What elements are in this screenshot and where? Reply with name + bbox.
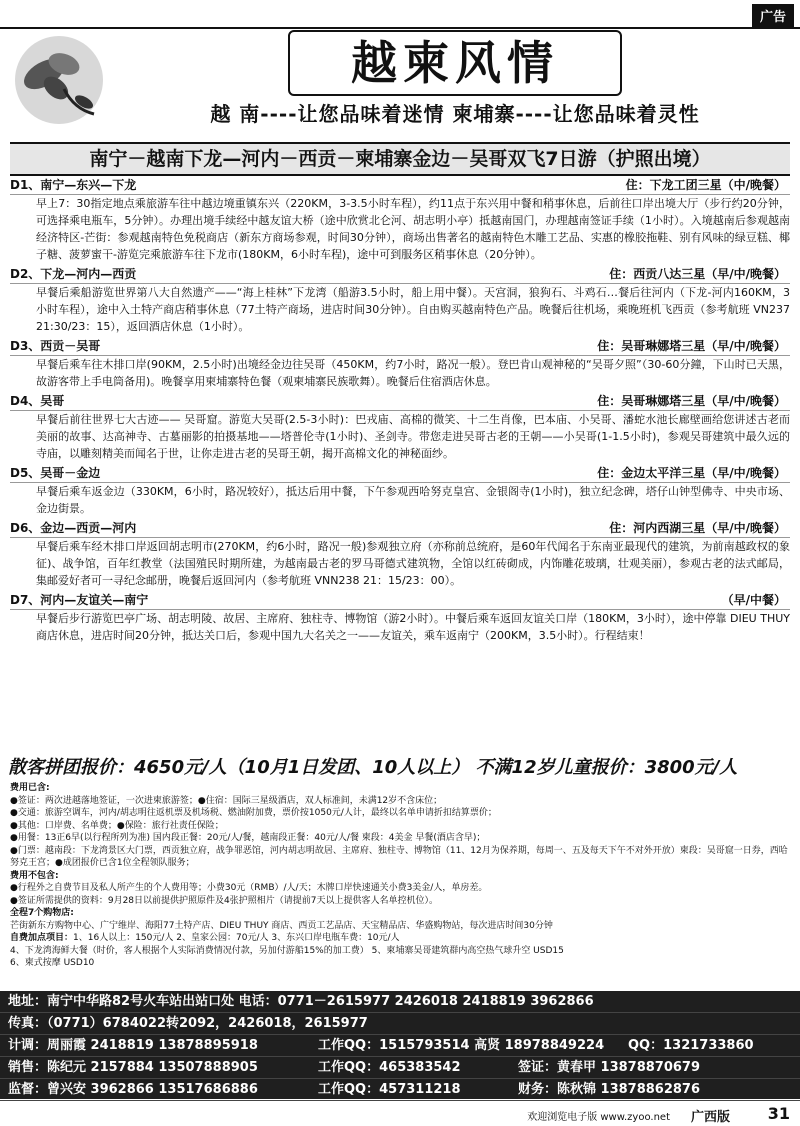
info-line: ●交通：旅游空调车，河内/胡志明往返机票及机场税、燃油附加费，票价按1050元/人计，最终以名单申请折扣结算票价； xyxy=(10,808,497,818)
website-link[interactable]: 欢迎浏览电子版 www.zyoo.net xyxy=(527,1112,670,1123)
info-line: ●用餐：13正6早(以行程所列为准) 国内段正餐：20元/人/餐，越南段正餐：40元/人/餐 柬段：4美金 早餐(酒店含早)； xyxy=(10,833,486,843)
day-hotel: 住：河内西湖三星（早/中/晚餐） xyxy=(609,521,786,535)
price-line: 散客拼团报价：4650元/人（10月1日发团、10人以上） 不满12岁儿童报价：3800元/人 xyxy=(8,757,738,778)
day-description: 早餐后步行游览巴亭广场、胡志明陵、故居、主席府、独柱寺、博物馆（游2小时）。中餐后乘车返回友谊关口岸（180KM，3小时），途中停靠 DIEU THUY 商店休息，进店时间20分钟，抵达关口后，参观中国九大名关之一——友谊关，乘车返南宁（200KM，3.5小时）。行程结束！ xyxy=(36,612,790,642)
day-block xyxy=(10,393,790,462)
day-description: 早餐后前往世界七大古迹—— 吴哥窟。游览大吴哥(2.5-3小时)：巴戎庙、高棉的微笑、十二生肖像，巴本庙、小吴哥、潘蛇水池长廊壁画给您讲述古老而美丽的故事、达高神寺、古墓丽影的拍摄基地——塔普伦寺(1小时)、圣剑寺。带您走进吴哥古老的王朝——小吴哥(1-1.5小时)，参观吴哥建筑中最久远的寺庙，以雕刻精美而闻名于世，让你走进古老的吴哥王朝，揭开高棉文化的神秘面纱。 xyxy=(36,413,790,460)
top-rule xyxy=(0,27,800,29)
contact-panel xyxy=(0,991,800,1099)
day-hotel: 住：金边太平洋三星（早/中/晚餐） xyxy=(597,466,786,480)
day-description: 早上7：30指定地点乘旅游车往中越边境重镇东兴（220KM，3-3.5小时车程），约11点于东兴用中餐和稍事休息，后前往口岸出境大厅（步行约20分钟，可选择乘电瓶车，5分钟）。办理出境手续经中越友谊大桥（途中欣赏北仑河、胡志明小亭）抵越南国门，办理越南签证手续（1小时）。入境越南后参观越南经济特区-芒街：参观越南特色免税商店（新东方商场参观，时间30分钟），商场出售著名的越南特色木雕工艺品、实惠的橡胶拖鞋、别有风味的绿豆糕、椰子糖、菠萝蜜干-游览完乘旅游车往下龙市(180KM，6小时车程)，途中可到服务区稍事休息（20分钟）。 xyxy=(36,197,790,261)
contact-row: 监督：曾兴安 3962866 13517686886 工作QQ：457311218 财务：陈秋锦 13878862876 xyxy=(0,1079,800,1101)
contact-row: 地址：南宁中华路82号火车站出站口处 电话：0771－2615977 2426018 2418819 3962866 xyxy=(0,991,800,1013)
day-title: D1、南宁—东兴—下龙 xyxy=(10,178,137,192)
day-description: 早餐后乘船游览世界第八大自然遗产——“海上桂林”下龙湾（船游3.5小时，船上用中餐）。天宫洞，狼狗石、斗鸡石…餐后往河内（下龙-河内160KM，3小时车程），途中入土特产商店稍事休息（77土特产商场，进店时间30分钟）。自由购买越南特色产品。晚餐后往机场，乘晚班机飞西贡（参考航班 VN237 21:30/23：15），返回酒店休息（1小时）。 xyxy=(36,286,790,333)
contact-row: 销售：陈纪元 2157884 13507888905 工作QQ：465383542 签证：黄春甲 13878870679 xyxy=(0,1057,800,1079)
info-line: ●行程外之自费节目及私人所产生的个人费用等；小费30元（RMB）/人/天；木牌口岸快速通关小费3美金/人，单房差。 xyxy=(10,883,488,893)
day-title: D6、金边—西贡—河内 xyxy=(10,521,137,535)
info-line: 费用不包含: xyxy=(10,870,59,881)
day-title: D2、下龙—河内—西贡 xyxy=(10,267,137,281)
info-line: ●签证所需提供的资料：9月28日以前提供护照原件及4张护照相片（请提前7天以上提供客人名单控机位）。 xyxy=(10,895,438,906)
info-line: 自费加点项目：1、16人以上：150元/人 2、皇家公园：70元/人 3、东兴口岸电瓶车费：10元/人 xyxy=(10,933,400,943)
day-hotel: 住：下龙工团三星（中/晚餐） xyxy=(625,178,786,192)
info-line: 全程7个购物店: xyxy=(10,908,74,918)
info-line: 芒街新东方购物中心、广宁维岸、海阳77土特产店、DIEU THUY 商店、西贡工艺品店、天宝精品店、华盛购物站，每次进店时间30分钟 xyxy=(10,920,553,931)
day-hotel: 住：吴哥琳娜塔三星（早/中/晚餐） xyxy=(597,339,786,353)
info-line: ●签证：两次进越落地签证，一次进柬旅游签；●住宿：国际三星级酒店，双人标准间，未满12岁不含床位； xyxy=(10,795,443,806)
day-block xyxy=(10,465,790,517)
day-title: D5、吴哥－金边 xyxy=(10,466,101,480)
day-description: 早餐后乘车往木排口岸(90KM，2.5小时)出境经金边往吴哥（450KM，约7小时，路况一般）。登巴肯山观神秘的“吴哥夕照”（30-60分鐘，下山时已天黑，故游客带上手电筒备用)。晚餐享用柬埔寨特色餐（观柬埔寨民族歌舞）。晚餐后住宿酒店休息。 xyxy=(36,358,790,388)
day-block xyxy=(10,592,790,644)
flower-logo-icon xyxy=(4,34,114,126)
brand-title: 越柬风情 xyxy=(288,30,622,96)
day-title: D3、西贡－吴哥 xyxy=(10,339,101,353)
info-line: 费用已含: xyxy=(10,783,50,793)
fee-info xyxy=(10,782,792,970)
day-block xyxy=(10,177,790,263)
contact-row: 传真：（0771）6784022转2092，2426018，2615977 xyxy=(0,1013,800,1035)
info-line: 6、柬式按摩 USD10 xyxy=(10,958,95,968)
day-hotel: （早/中餐） xyxy=(721,593,786,607)
info-line: ●门票：越南段：下龙湾景区大门票，西贡独立府，战争罪恶馆，河内胡志明故居、主席府、独柱寺、博物馆（11、12月为保养期，每周一、五及每天下午不对外开放）柬段：吴哥窟一日券，西哈努克王宫；●成团报价已含1位全程领队服务； xyxy=(10,845,788,868)
day-block xyxy=(10,520,790,589)
day-block xyxy=(10,338,790,390)
route-title: 南宁－越南下龙—河内－西贡－柬埔寨金边－吴哥双飞7日游（护照出境） xyxy=(10,142,790,176)
day-description: 早餐后乘车返金边（330KM，6小时，路况较好），抵达后用中餐，下午参观西哈努克皇宫、金银阁寺(1小时)，独立纪念碑，塔仔山钟型佛寺、中央市场、金边街景。 xyxy=(36,485,790,515)
info-line: ●其他：口岸费、名单费；●保险：旅行社责任保险； xyxy=(10,820,224,831)
page-number: 31 xyxy=(767,1104,790,1123)
day-hotel: 住：吴哥琳娜塔三星（早/中/晚餐） xyxy=(597,394,786,408)
day-title: D7、河内—友谊关—南宁 xyxy=(10,593,149,607)
ad-tag: 广告 xyxy=(752,4,794,27)
info-line: 4、下龙湾海鲜大餐（时价，客人根据个人实际消费情况付款，另加付游船15%的加工费） 5、柬埔寨吴哥建筑群内高空热气球升空 USD15 xyxy=(10,945,564,956)
footer xyxy=(0,1102,800,1126)
day-description: 早餐后乘车经木排口岸返回胡志明市(270KM，约6小时，路况一般)参观独立府（亦称前总统府，是60年代闻名于东南亚最现代的建筑，为前南越政权的象 征)、战争馆，百年红教堂（法国殖民时期所建，为越南最古老的罗马哥德式建筑物，全馆以红砖砌成，内饰雕花玻璃，壮观美丽），参观古老的法式邮局，集邮爱好者可一寻纪念邮册，晚餐后返回河内（参考航班 VNN238 21：15/23：00）。 xyxy=(36,540,790,587)
contact-row: 计调：周丽霞 2418819 13878895918 工作QQ：1515793514 高贤 18978849224 QQ：1321733860 xyxy=(0,1035,800,1057)
day-block xyxy=(10,266,790,335)
edition-label: 广西版 xyxy=(690,1110,730,1125)
itinerary xyxy=(10,174,790,644)
day-title: D4、吴哥 xyxy=(10,394,65,408)
day-hotel: 住：西贡八达三星（早/中/晚餐） xyxy=(609,267,786,281)
slogan: 越 南----让您品味着迷情 柬埔寨----让您品味着灵性 xyxy=(210,102,700,126)
